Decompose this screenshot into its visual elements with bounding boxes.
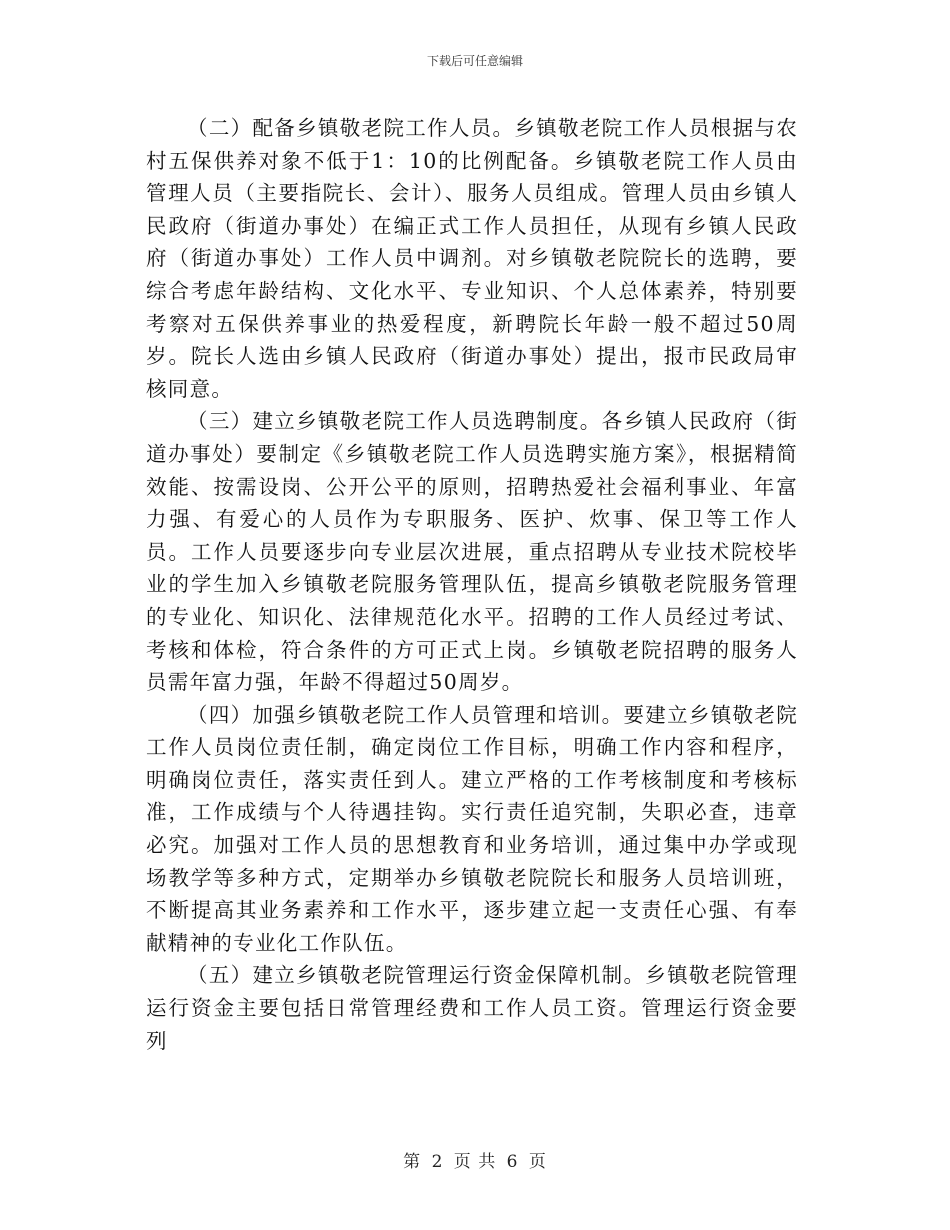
footer-suffix: 页 [528, 1152, 547, 1172]
paragraph-funding: （五）建立乡镇敬老院管理运行资金保障机制。乡镇敬老院管理运行资金主要包括日常管理经费和工作人员工资。管理运行资金要列 [146, 963, 798, 1053]
paragraph-staffing: （二）配备乡镇敬老院工作人员。乡镇敬老院工作人员根据与农村五保供养对象不低于1：10的比例配备。乡镇敬老院工作人员由管理人员（主要指院长、会计）、服务人员组成。管理人员由乡镇人民政府（街道办事处）在编正式工作人员担任，从现有乡镇人民政府（街道办事处）工作人员中调剂。对乡镇敬老院院长的选聘，要综合考虑年龄结构、文化水平、专业知识、个人总体素养，特别要考察对五保供养事业的热爱程度，新聘院长年龄一般不超过50周岁。院长人选由乡镇人民政府（街道办事处）提出，报市民政局审核同意。 [146, 116, 798, 401]
current-page-number: 2 [431, 1152, 444, 1172]
document-body [146, 112, 798, 1057]
paragraph-training: （四）加强乡镇敬老院工作人员管理和培训。要建立乡镇敬老院工作人员岗位责任制，确定岗位工作目标，明确工作内容和程序，明确岗位责任，落实责任到人。建立严格的工作考核制度和考核标准，工作成绩与个人待遇挂钩。实行责任追究制，失职必查，违章必究。加强对工作人员的思想教育和业务培训，通过集中办学或现场教学等多种方式，定期举办乡镇敬老院院长和服务人员培训班，不断提高其业务素养和工作水平，逐步建立起一支责任心强、有奉献精神的专业化工作队伍。 [146, 702, 798, 955]
page-header: 下载后可任意编辑 [426, 54, 523, 68]
total-pages-number: 6 [506, 1152, 519, 1172]
page-footer [0, 1147, 950, 1172]
footer-middle: 页 共 [453, 1152, 497, 1172]
paragraph-recruitment: （三）建立乡镇敬老院工作人员选聘制度。各乡镇人民政府（街道办事处）要制定《乡镇敬老院工作人员选聘实施方案》，根据精简效能、按需设岗、公开公平的原则，招聘热爱社会福利事业、年富力强、有爱心的人员作为专职服务、医护、炊事、保卫等工作人员。工作人员要逐步向专业层次进展，重点招聘从专业技术院校毕业的学生加入乡镇敬老院服务管理队伍，提高乡镇敬老院服务管理的专业化、知识化、法律规范化水平。招聘的工作人员经过考试、考核和体检，符合条件的方可正式上岗。乡镇敬老院招聘的服务人员需年富力强，年龄不得超过50周岁。 [146, 409, 798, 695]
footer-prefix: 第 [403, 1152, 422, 1172]
